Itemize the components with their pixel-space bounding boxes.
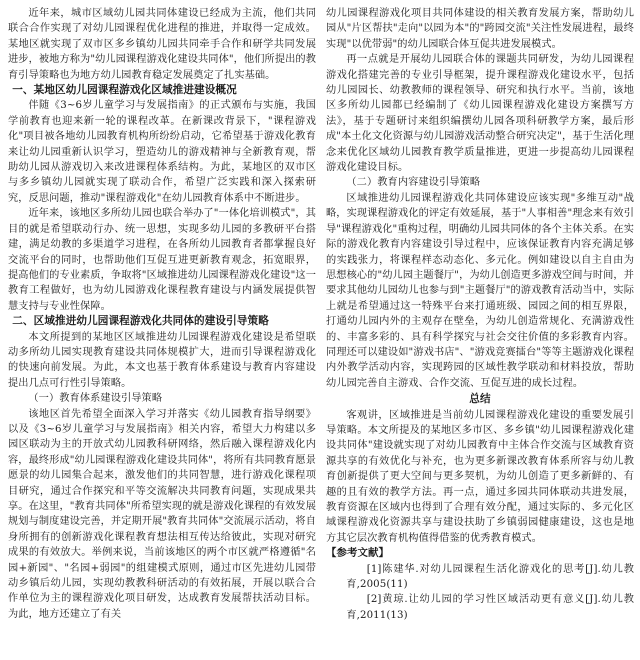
subsection1-paragraph-2: 再一点就是开展幼儿园联合体的课题共同研发，为幼儿园课程游戏化搭建完善的专业引导框架，提升课程游戏化建设水平，包括幼儿园园长、幼教教师的课程领导、研究和执行水平。当前，该地区多所幼儿园都已经编制了《幼儿园课程游戏化建设方案撰写方法》，基于专题研讨来组织编撰幼儿园各项科研教学方案，最后形成"本土化文化资源与幼儿园游戏活动整合研究决定"，基于生活化理念来优化区域幼儿园教育教学质量推进，更进一步提高幼儿园课程游戏化建设目标。 bbox=[326, 54, 634, 174]
reference-1: [1]陈建华.对幼儿园课程生活化游戏化的思考[J].幼儿教育,2005(11) bbox=[346, 563, 634, 591]
section-heading-1: 一、某地区幼儿园课程游戏化区域推进建设概况 bbox=[12, 84, 237, 97]
summary-paragraph: 客观讲，区域推进是当前幼儿园课程游戏化建设的重要发展引导策略。本文所提及的某地区多市区、多乡镇"幼儿园课程游戏化建设共同体"建设就实现了对幼儿园教育中主体合作交流与区域教育资源共享的有效优化与补充，也为更多新课改教育体系所容与幼儿教育创新提供了更大空间与更多契机，为幼儿创造了更多新鲜的、有趣的且有效的教学方法。再一点，通过多园共同体联动共进发展，教育资源在区域内也得到了合理有效分配，通过实际的、多元化区域课程游戏化资源共享与建设扶助了乡镇弱园健康建设，这也是地方其它层次教育机构值得借鉴的优秀教育模式。 bbox=[326, 409, 634, 544]
section1-paragraph-1: 伴随《3~6岁儿童学习与发展指南》的正式颁布与实施，我国学前教育也迎来新一轮的课程改革。在新课改背景下，"课程游戏化"项目被各地幼儿园教育机构所纷纷启动，它希望基于游戏化教育来让幼儿园重新认识学习，塑造幼儿的游戏精神与全新教育观，帮助幼儿园从游戏切入来改进课程体系结构。为此，某地区的双市区与多乡镇幼儿园就实现了联动合作，希望广泛实践和深入探索研究，反思问题，推动"课程游戏化"在幼儿园教育体系中不断进步。 bbox=[8, 100, 316, 204]
left-column bbox=[8, 6, 316, 656]
subsection-heading-2: （二）教育内容建设引导策略 bbox=[346, 177, 481, 189]
references-heading: 【参考文献】 bbox=[326, 547, 389, 560]
subsection1-paragraph: 该地区首先希望全面深入学习并落实《幼儿园教育指导纲要》以及《3~6岁儿童学习与发展指南》相关内容，希望大力构建以多园区联动为主的开放式幼儿园教科研网络，然后融入课程游戏化内容，最终形成"幼儿园课程游戏化建设共同体"，将所有共同教育愿景愿景的幼儿园集合起来，激发他们的共同智慧，进行游戏化课程项目研究，通过合作探究和平等交流解决共同教育问题，实现成果共享。在这里，"教育共同体"所希望实现的就是游戏化课程的有效发展规划与制度建设完善，并定期开展"教育共同体"交流展示活动，将自身所拥有的创新游戏化课程教育想法相互传达给彼此，实现对研究成果的有效放大。举例来说，当前该地区的两个市区就严格遵循"名园+新园"、"名园+弱园"的组建模式原则，通过市区先进幼儿园带动乡镇后幼儿园，实现幼教教科研活动的有效拓展，开展以联合合作单位为主的课程游戏化项目研发，达成教育发展帮扶活动目标。为此，地方还建立了有关 bbox=[8, 408, 316, 620]
section1-paragraph-2: 近年来，该地区多所幼儿园也联合举办了"一体化培训模式"，其目的就是希望联动行办、统一思想，实现多幼儿园的多教研平台搭建，满足幼教的多渠道学习进程，在各所幼儿园教育者都掌握良好交流平台的同时，也帮助他们互促互进更新教育观念，拓宽眼界，提高他们的专业素质，争取将"区域推进幼儿园课程游戏化建设"这一教育工程做好，也为幼儿园游戏化课程教育建设与内涵发展提供智慧支持与专业性保障。 bbox=[8, 208, 316, 312]
subsection2-paragraph: 区域推进幼儿园课程游戏化共同体建设应该实现"多维互动"战略，实现课程游戏化的评定有效延展，基于"人事相善"理念来有效引导"课程游戏化"重构过程，明确幼儿园共同体的各个主体关系。在实际的游戏化教育内容建设引导过程中，应该保证教育内容充满足够的实践张力，将课程样态动态化、多元化。例如建设以自主自由为思想核心的"幼儿园主题餐厅"，为幼儿创造更多游戏空间与时间，并要求其他幼儿园幼儿也参与到"主题餐厅"的游戏教育活动当中，实际上就是希望通过这一特殊平台来打通班级、园园之间的相互界限，打通幼儿园内外的主观存在壁垒，为幼儿创造常规化、充满游戏性的、丰富多彩的、具有科学探究与社会交往价值的多彩教育内容。同理还可以建设如"游戏书店"、"游戏竞赛擂台"等等主题游戏化课程内外教学活动内容，实现跨园的区域性教学联动和材料投放，帮助幼儿园完善自主游戏、合作交流、互促互进的成长过程。 bbox=[326, 192, 634, 389]
subsection1-continued: 幼儿园课程游戏化项目共同体建设的相关教育发展方案，帮助幼儿园从"片区帮扶"走向"以园为本"的"跨园交流"关注性发展进程，最终实现"以优带弱"的幼儿园联合体互促共进发展模式。 bbox=[326, 8, 634, 50]
section2-paragraph-1: 本文所提到的某地区区域推进幼儿园课程游戏化建设是希望联动多所幼儿园实现教育建设共同体规模扩大，进而引导课程游戏化的快速向前发展。为此，本文也基于教育体系建设与教育内容建设提出几点可行性引导策略。 bbox=[8, 331, 316, 389]
right-column bbox=[326, 6, 634, 656]
reference-2: [2]黄琼.让幼儿园的学习性区域活动更有意义[J].幼儿教育,2011(13) bbox=[346, 594, 634, 621]
summary-heading: 总结 bbox=[469, 393, 491, 406]
subsection-heading-1: （一）教育体系建设引导策略 bbox=[28, 393, 163, 405]
intro-paragraph: 近年来，城市区域幼儿园共同体建设已经成为主流，他们共同联合合作实现了对幼儿园课程优化进程的推进，并取得一定成效。某地区就实现了双市区多乡镇幼儿园共同牵手合作和研学共同发展进步，被地方称为"幼儿园课程游戏化建设共同体"，他们所提出的教育引导策略也为地方幼儿园教育稳定发展奠定了扎实基础。 bbox=[8, 8, 316, 81]
section-heading-2: 二、区域推进幼儿园课程游戏化共同体的建设引导策略 bbox=[12, 315, 269, 328]
